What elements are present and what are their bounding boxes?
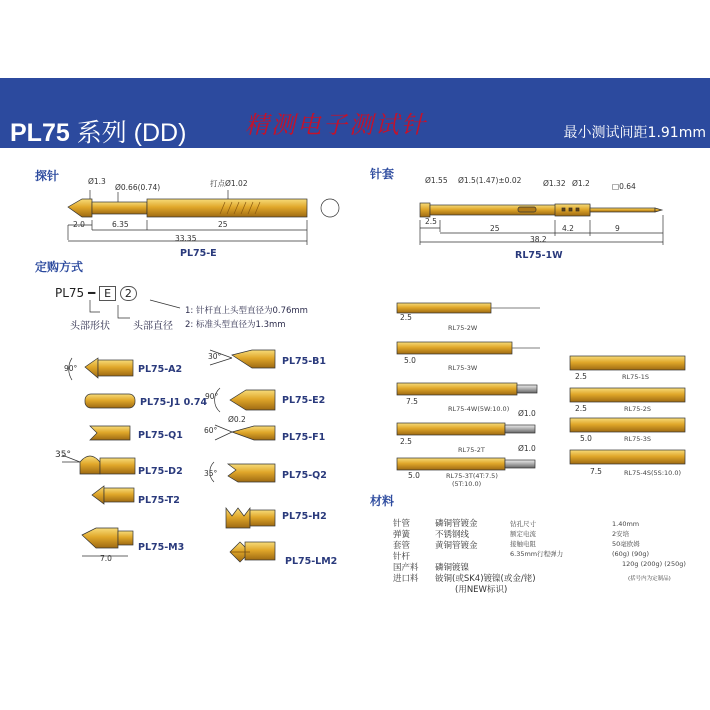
socket-rl75-3w	[397, 342, 540, 354]
tip-label-q2: PL75-Q2	[282, 470, 327, 481]
mat-row: 套管 黄铜管镀金	[393, 541, 478, 551]
probe-section-circle	[321, 199, 339, 217]
dim-rec-d2: Ø1.5(1.47)±0.02	[458, 176, 522, 185]
socket-rl75-3t	[397, 458, 535, 470]
section-probe: 探针	[35, 169, 60, 183]
tip-extra-f1: Ø0.2	[228, 415, 246, 424]
tip-pl75-q1	[90, 426, 130, 440]
tip-pl75-e2	[215, 388, 275, 412]
socket-dim-4s: 7.5	[590, 467, 602, 476]
socket-extra-2t: Ø1.0	[518, 444, 536, 453]
socket-rl75-4s	[570, 450, 685, 464]
dim-rec-len3: 4.2	[562, 224, 574, 233]
specs-list: 钻孔尺寸 1.40mm 额定电流 2安培 接触电阻 50毫欧姆 6.35mm行程弹力 (60g) (90g)	[510, 520, 650, 558]
socket-dim-4w: 7.5	[406, 397, 418, 406]
mat-row: 弹簧 不锈钢线	[393, 530, 470, 540]
red-stamp-text: 精测电子测试针	[245, 111, 427, 139]
tip-pl75-q2	[210, 462, 275, 482]
socket-label-2t: RL75-2T	[458, 446, 485, 454]
socket-label-3w: RL75-3W	[448, 364, 478, 372]
tip-label-j1: PL75-J1 0.74	[140, 397, 208, 408]
socket-dim-3s: 5.0	[580, 434, 592, 443]
dim-rec-len2: 25	[490, 224, 500, 233]
socket-dim-2w: 2.5	[400, 313, 412, 322]
tip-angle-f1: 60°	[204, 426, 218, 435]
socket-label-4w: RL75-4W(5W:10.0)	[448, 405, 510, 413]
tip-pl75-m3	[82, 528, 133, 556]
order-note-2: 2: 标准头型直径为1.3mm	[185, 320, 286, 330]
dim-rec-total: 38.2	[530, 235, 547, 244]
order-diam-box: 2	[120, 286, 137, 301]
tip-pl75-d2	[62, 455, 135, 474]
tip-angle-b1: 30°	[208, 352, 222, 361]
dim-probe-len2: 6.35	[112, 220, 129, 229]
mat-note: (用NEW标识)	[455, 585, 508, 595]
tip-label-a2: PL75-A2	[138, 364, 183, 375]
dim-probe-d1: Ø1.3	[88, 177, 106, 186]
socket-label-3t-2: (5T:10.0)	[452, 480, 482, 488]
tip-angle-q2: 35°	[204, 469, 218, 478]
tip-label-lm2: PL75-LM2	[285, 556, 338, 567]
socket-dim-3t: 5.0	[408, 471, 420, 480]
tip-label-f1: PL75-F1	[282, 432, 326, 443]
socket-dim-1s: 2.5	[575, 372, 587, 381]
page-title: PL75 系列 (DD)	[10, 119, 187, 147]
dim-probe-total: 33.35	[175, 234, 197, 243]
socket-extra-4w: Ø1.0	[518, 409, 536, 418]
force-note: (括号内为定制品)	[628, 576, 671, 582]
socket-rl75-1s	[570, 356, 685, 370]
socket-rl75-2s	[570, 388, 685, 402]
mat-row: 国产料 磷铜镀镍	[393, 563, 470, 573]
dim-probe-len1: 2.0	[73, 220, 85, 229]
model-pl75-e: PL75-E	[180, 248, 217, 259]
dim-rec-d5: □0.64	[612, 182, 636, 191]
tip-angle-a2: 90°	[64, 364, 78, 373]
tip-angle-e2: 90°	[205, 392, 219, 401]
model-rl75-1w: RL75-1W	[515, 250, 563, 261]
tip-label-t2: PL75-T2	[138, 495, 180, 506]
socket-label-3t: RL75-3T(4T:7.5)	[446, 472, 498, 480]
order-label-shape: 头部形状	[70, 321, 110, 332]
tip-label-m3: PL75-M3	[138, 542, 185, 553]
tip-pl75-j1	[85, 394, 135, 408]
tip-label-e2: PL75-E2	[282, 395, 326, 406]
socket-rl75-3s	[570, 418, 685, 432]
socket-label-4s: RL75-4S(5S:10.0)	[624, 469, 682, 477]
socket-rl75-2t	[397, 423, 535, 435]
tip-dim-m3: 7.0	[100, 554, 112, 563]
dim-rec-d1: Ø1.55	[425, 176, 448, 185]
mat-row: 进口料 铍铜(或SK4)镀镍(或金/铑)	[393, 574, 536, 584]
tip-pl75-a2	[69, 358, 133, 380]
tip-label-h2: PL75-H2	[282, 511, 327, 522]
tip-angle-d2: 35°	[55, 450, 71, 460]
order-head-box: E	[99, 286, 116, 301]
socket-dim-2s: 2.5	[575, 404, 587, 413]
dim-rec-d3: Ø1.32	[543, 179, 566, 188]
tip-pl75-h2	[226, 508, 275, 528]
socket-label-3s: RL75-3S	[624, 435, 652, 443]
dim-rec-len4: 9	[615, 224, 620, 233]
socket-dim-2t: 2.5	[400, 437, 412, 446]
receptacle-pin	[590, 208, 655, 212]
mat-row: 针管 磷铜管镀金	[393, 519, 478, 529]
order-note-1: 1: 针杆直上头型直径为0.76mm	[185, 306, 308, 316]
probe-barrel	[147, 199, 307, 217]
probe-tip	[68, 199, 92, 217]
tip-label-b1: PL75-B1	[282, 356, 327, 367]
dim-probe-d2: Ø0.66(0.74)	[115, 183, 161, 192]
order-label-diam: 头部直径	[133, 321, 173, 332]
socket-rl75-4w	[397, 383, 537, 395]
section-order: 定购方式	[35, 260, 84, 274]
dim-rec-d4: Ø1.2	[572, 179, 590, 188]
dim-probe-d3: 打点Ø1.02	[210, 179, 248, 188]
mat-row: 针杆	[393, 552, 411, 562]
socket-label-2s: RL75-2S	[624, 405, 652, 413]
dim-probe-len3: 25	[218, 220, 228, 229]
tip-pl75-t2	[92, 486, 134, 504]
order-code: PL75 ━ E 2	[55, 286, 137, 300]
section-materials: 材料	[370, 494, 395, 508]
tip-label-q1: PL75-Q1	[138, 430, 183, 441]
probe-plunger	[92, 202, 147, 214]
section-receptacle: 针套	[370, 167, 395, 181]
socket-label-2w: RL75-2W	[448, 324, 478, 332]
dim-rec-len1: 2.5	[425, 217, 437, 226]
min-spacing: 最小测试间距1.91mm	[563, 125, 706, 141]
tip-label-d2: PL75-D2	[138, 466, 183, 477]
socket-rl75-2w	[397, 303, 540, 313]
socket-dim-3w: 5.0	[404, 356, 416, 365]
tip-pl75-lm2	[230, 542, 275, 562]
tip-pl75-f1	[215, 425, 275, 440]
spring-force: 120g (200g) (250g)	[622, 560, 686, 568]
socket-label-1s: RL75-1S	[622, 373, 650, 381]
